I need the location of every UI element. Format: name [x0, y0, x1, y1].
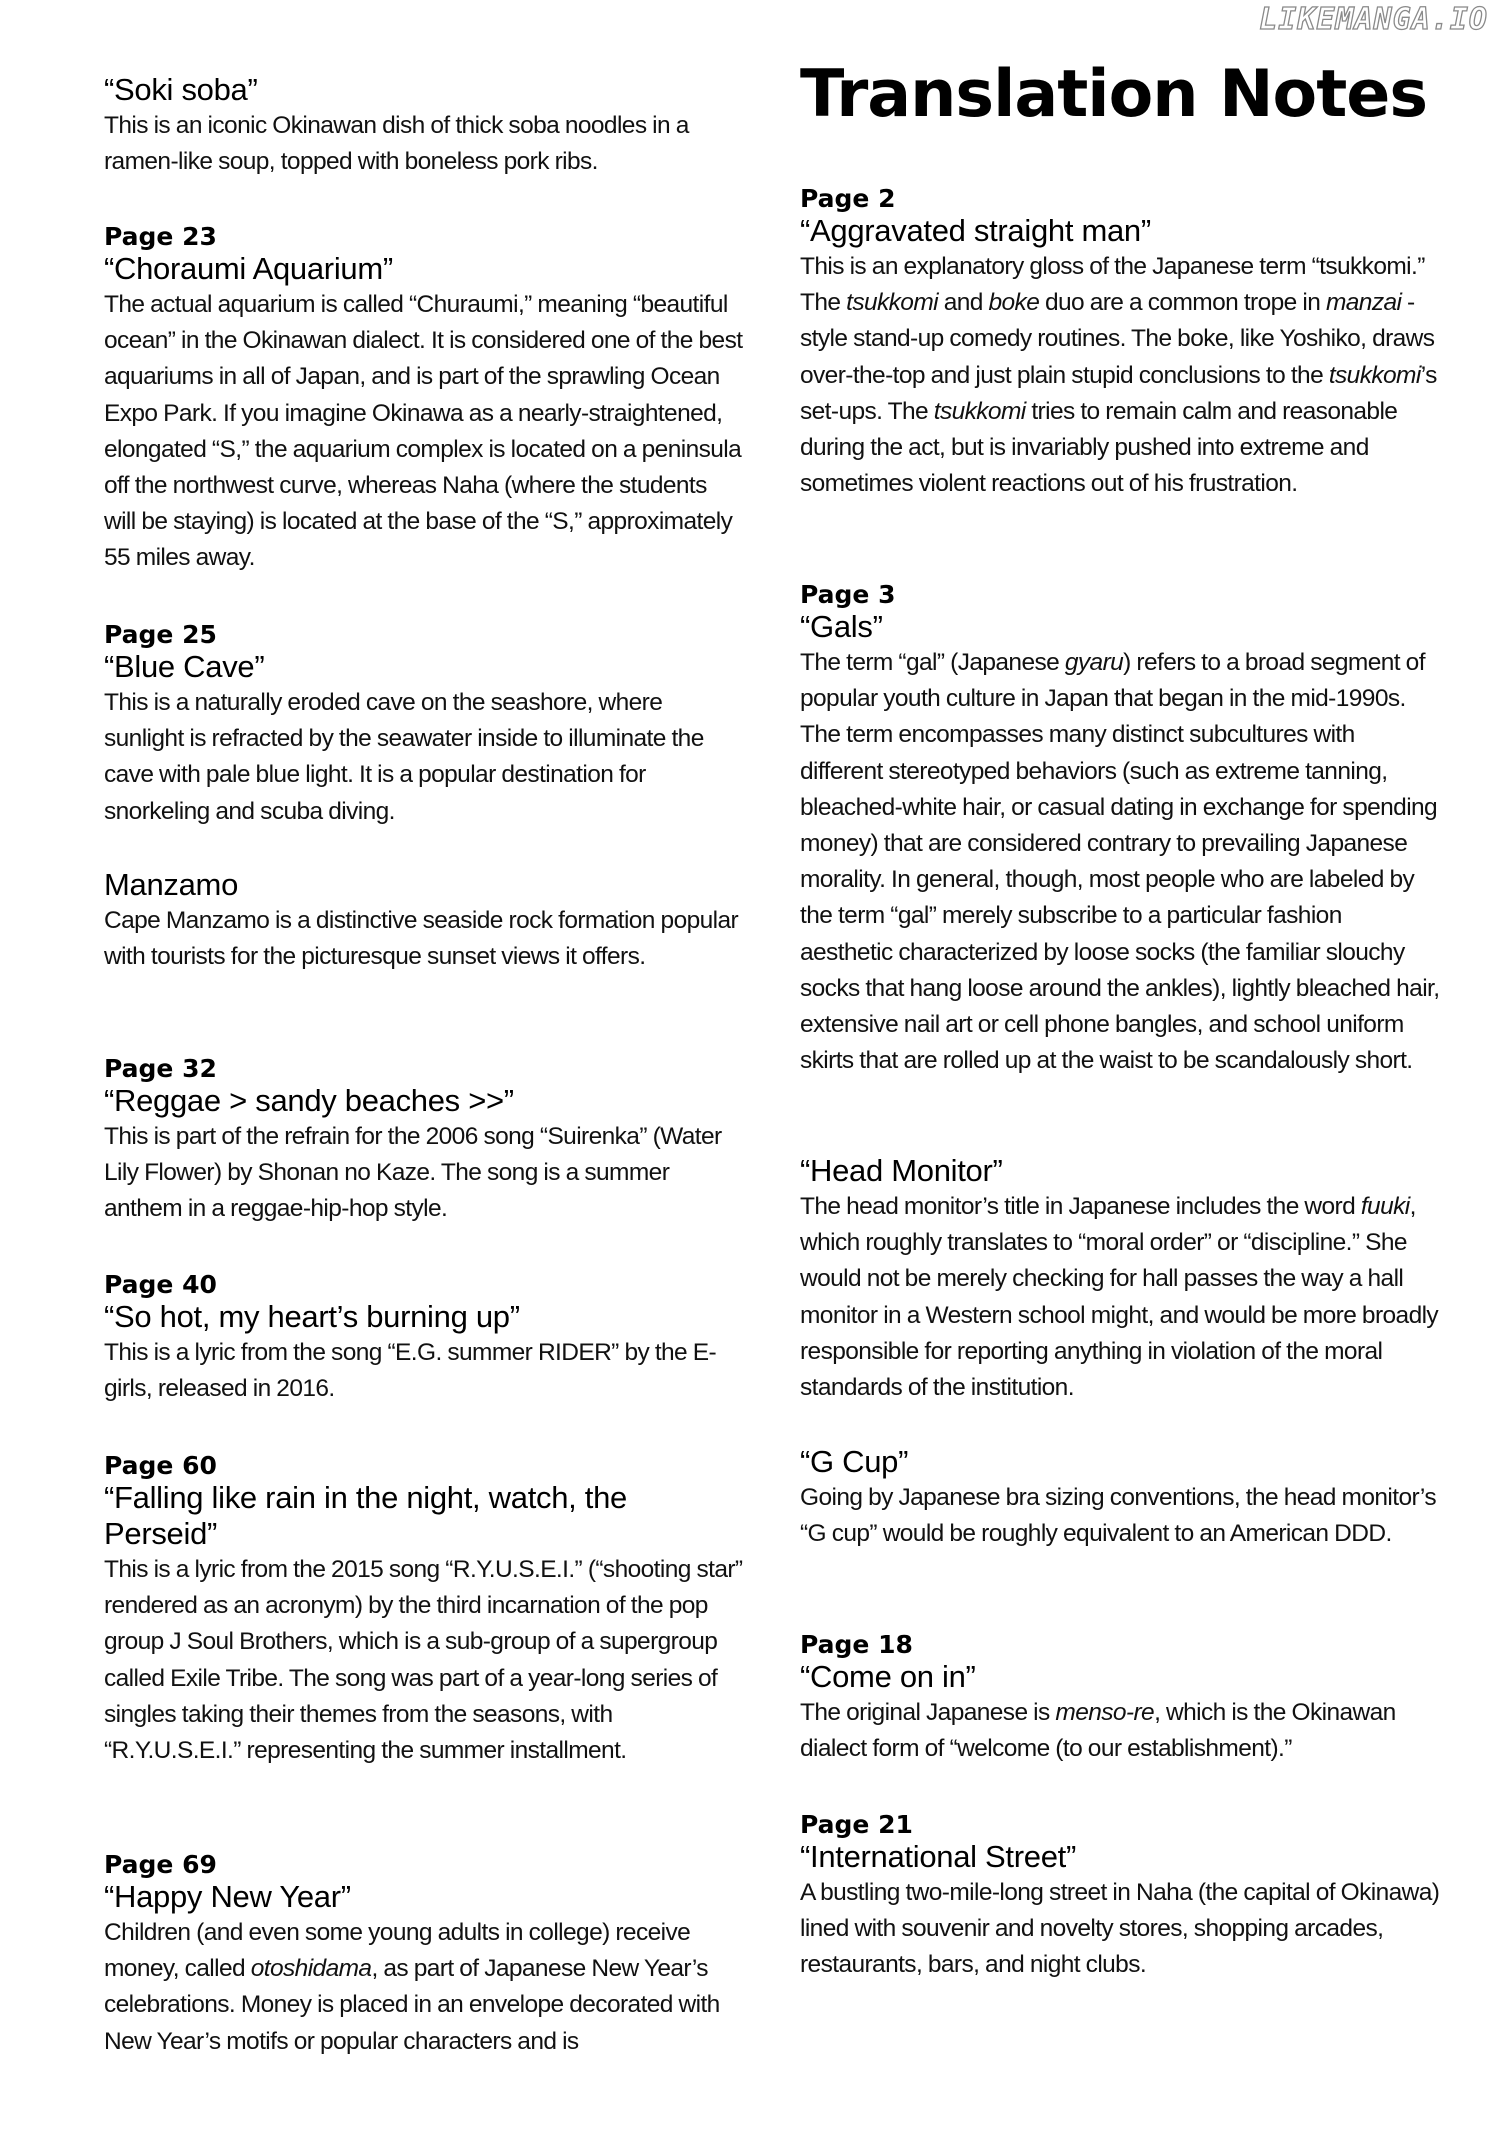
note-body: A bustling two-mile-long street in Naha (the capital of Okinawa) lined with souvenir and novelty stores, shopping arcades, restaurants, bars, and night clubs. [800, 1879, 1440, 1979]
note-term: “International Street” [800, 1839, 1076, 1874]
note-body: The actual aquarium is called “Churaumi,” meaning “beautiful ocean” in the Okinawan dialect. It is considered one of the best aquariums in all of Japan, and is part of the sprawling Ocean Expo Park. If you imagine Okinawa as a nearly-straightened, elongated “S,” the aquarium complex is located on a peninsula off the northwest curve, whereas Naha (where the students will be staying) is located at the base of the “S,” approximately 55 miles away. [104, 291, 743, 572]
note-page-60 [104, 1451, 744, 1769]
note-term: “Choraumi Aquarium” [104, 251, 393, 286]
note-page-18 [800, 1630, 1440, 1767]
note-term: “Aggravated straight man” [800, 213, 1151, 248]
site-watermark: LIKEMANGA.IO [1259, 2, 1488, 37]
note-term: Manzamo [104, 867, 239, 902]
note-term: “Reggae > sandy beaches >>” [104, 1083, 514, 1118]
note-term: “Head Monitor” [800, 1153, 1003, 1188]
note-body: The head monitor’s title in Japanese includes the word fuuki, which roughly translates to “moral order” or “discipline.” She would not be merely checking for hall passes the way a hall monitor in a Western school might, and would be more broadly responsible for reporting anything in violation of the moral standards of the institution. [800, 1193, 1439, 1402]
note-page-label: Page 60 [104, 1451, 217, 1480]
note-page-label: Page 18 [800, 1630, 913, 1659]
note-body: Cape Manzamo is a distinctive seaside rock formation popular with tourists for the picturesque sunset views it offers. [104, 907, 739, 971]
note-page-label: Page 21 [800, 1810, 913, 1839]
note-g-cup [800, 1444, 1440, 1552]
note-page-69 [104, 1850, 744, 2060]
note-term: “Blue Cave” [104, 649, 265, 684]
note-page-25 [104, 620, 744, 830]
note-manzamo [104, 867, 744, 975]
note-body: Children (and even some young adults in college) receive money, called otoshidama, as part of Japanese New Year’s celebrations. Money is placed in an envelope decorated with New Year’s motifs or popular characters and is [104, 1919, 720, 2055]
note-body: The term “gal” (Japanese gyaru) refers to a broad segment of popular youth culture in Japan that began in the mid-1990s. The term encompasses many distinct subcultures with different stereotyped behaviors (such as extreme tanning, bleached-white hair, or casual dating in exchange for spending money) that are considered contrary to prevailing Japanese morality. In general, though, most people who are labeled by the term “gal” merely subscribe to a particular fashion aesthetic characterized by loose socks (the familiar slouchy socks that hang loose around the ankles), lightly bleached hair, extensive nail art or cell phone bangles, and school uniform skirts that are rolled up at the waist to be scandalously short. [800, 649, 1440, 1075]
note-page-32 [104, 1054, 744, 1228]
page-title: Translation Notes [800, 57, 1428, 132]
note-body: This is an explanatory gloss of the Japanese term “tsukkomi.” The tsukkomi and boke duo are a common trope in manzai -style stand-up comedy routines. The boke, like Yoshiko, draws over-the-top and just plain stupid conclusions to the tsukkomi’s set-ups. The tsukkomi tries to remain calm and reasonable during the act, but is invariably pushed into extreme and sometimes violent reactions out of his frustration. [800, 253, 1437, 498]
note-page-label: Page 23 [104, 222, 217, 251]
note-body: This is a lyric from the song “E.G. summer RIDER” by the E-girls, released in 2016. [104, 1339, 717, 1403]
note-page-40 [104, 1270, 744, 1407]
note-term: “G Cup” [800, 1444, 909, 1479]
note-term: “Falling like rain in the night, watch, the Perseid” [104, 1480, 627, 1551]
note-term: “Gals” [800, 609, 883, 644]
note-term: “Come on in” [800, 1659, 976, 1694]
note-page-label: Page 32 [104, 1054, 217, 1083]
note-soki-soba [104, 72, 744, 180]
note-page-21 [800, 1810, 1440, 1984]
note-page-label: Page 25 [104, 620, 217, 649]
note-page-3 [800, 580, 1440, 1079]
note-page-label: Page 3 [800, 580, 896, 609]
note-page-23 [104, 222, 744, 577]
note-body: The original Japanese is menso-re, which is the Okinawan dialect form of “welcome (to our establishment).” [800, 1699, 1396, 1763]
note-body: This is an iconic Okinawan dish of thick soba noodles in a ramen-like soup, topped with boneless pork ribs. [104, 112, 689, 176]
note-page-label: Page 40 [104, 1270, 217, 1299]
note-body: This is a lyric from the 2015 song “R.Y.U.S.E.I.” (“shooting star” rendered as an acronym) by the third incarnation of the pop group J Soul Brothers, which is a sub-group of a supergroup called Exile Tribe. The song was part of a year-long series of singles taking their themes from the seasons, with “R.Y.U.S.E.I.” representing the summer installment. [104, 1556, 743, 1765]
note-page-label: Page 69 [104, 1850, 217, 1879]
note-body: Going by Japanese bra sizing conventions, the head monitor’s “G cup” would be roughly equivalent to an American DDD. [800, 1484, 1436, 1548]
note-page-label: Page 2 [800, 184, 896, 213]
note-term: “So hot, my heart’s burning up” [104, 1299, 520, 1334]
note-head-monitor [800, 1153, 1440, 1406]
note-body: This is a naturally eroded cave on the seashore, where sunlight is refracted by the seawater inside to illuminate the cave with pale blue light. It is a popular destination for snorkeling and scuba diving. [104, 689, 704, 825]
note-term: “Soki soba” [104, 72, 258, 107]
note-page-2 [800, 184, 1440, 502]
note-body: This is part of the refrain for the 2006 song “Suirenka” (Water Lily Flower) by Shonan no Kaze. The song is a summer anthem in a reggae-hip-hop style. [104, 1123, 722, 1223]
note-term: “Happy New Year” [104, 1879, 351, 1914]
